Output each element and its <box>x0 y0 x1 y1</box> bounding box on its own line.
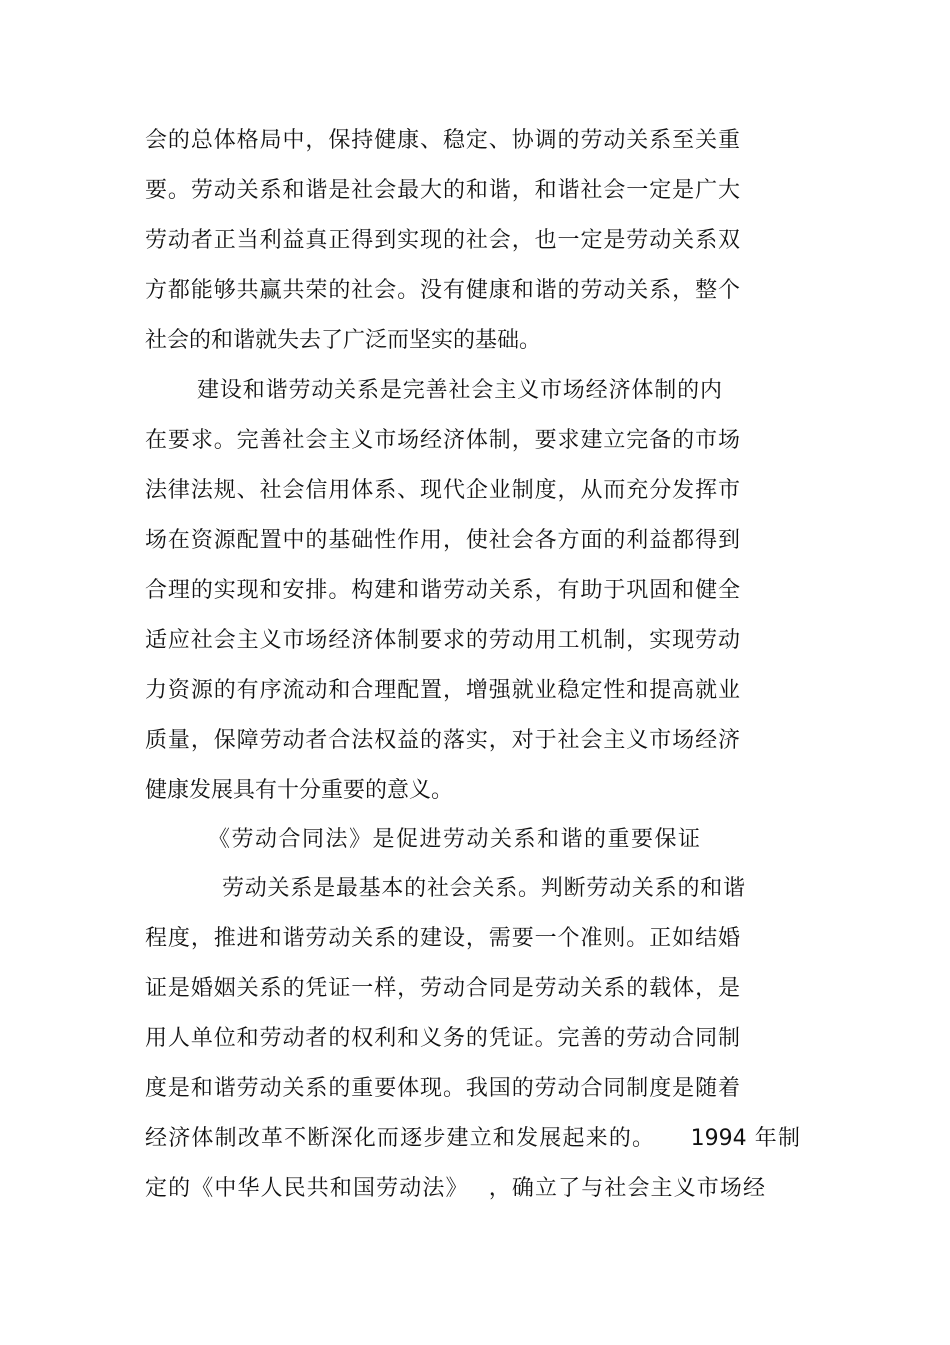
text-line: 会的总体格局中，保持健康、稳定、协调的劳动关系至关重 <box>145 128 740 153</box>
section-heading: 《劳动合同法》是促进劳动关系和谐的重要保证 <box>208 827 700 852</box>
text-line: 场在资源配置中的基础性作用，使社会各方面的利益都得到 <box>145 528 740 553</box>
text-line: 用人单位和劳动者的权利和义务的凭证。完善的劳动合同制 <box>145 1026 740 1051</box>
text-line: 方都能够共赢共荣的社会。没有健康和谐的劳动关系，整个 <box>145 278 740 303</box>
text-line: 力资源的有序流动和合理配置，增强就业稳定性和提高就业 <box>145 678 740 703</box>
text-line: 度是和谐劳动关系的重要体现。我国的劳动合同制度是随着 <box>145 1076 740 1101</box>
text-line: 劳动关系是最基本的社会关系。判断劳动关系的和谐 <box>222 876 745 901</box>
text-line: 定的《中华人民共和国劳动法》 ，确立了与社会主义市场经 <box>145 1176 765 1201</box>
text-line: 证是婚姻关系的凭证一样，劳动合同是劳动关系的载体，是 <box>145 976 740 1001</box>
text-line: 要。劳动关系和谐是社会最大的和谐，和谐社会一定是广大 <box>145 178 740 203</box>
text-line: 劳动者正当利益真正得到实现的社会，也一定是劳动关系双 <box>145 228 740 253</box>
text-line: 健康发展具有十分重要的意义。 <box>145 778 454 803</box>
text-line: 法律法规、社会信用体系、现代企业制度，从而充分发挥市 <box>145 478 740 503</box>
text-line: 质量，保障劳动者合法权益的落实，对于社会主义市场经济 <box>145 728 740 753</box>
text-line: 程度，推进和谐劳动关系的建设，需要一个准则。正如结婚 <box>145 926 740 951</box>
text-line: 经济体制改革不断深化而逐步建立和发展起来的。 1994 年制 <box>145 1126 800 1151</box>
text-line: 社会的和谐就失去了广泛而坚实的基础。 <box>145 328 542 353</box>
text-line: 适应社会主义市场经济体制要求的劳动用工机制，实现劳动 <box>145 628 740 653</box>
text-line: 在要求。完善社会主义市场经济体制，要求建立完备的市场 <box>145 428 740 453</box>
text-line: 建设和谐劳动关系是完善社会主义市场经济体制的内 <box>197 378 722 403</box>
text-line: 合理的实现和安排。构建和谐劳动关系，有助于巩固和健全 <box>145 578 740 603</box>
